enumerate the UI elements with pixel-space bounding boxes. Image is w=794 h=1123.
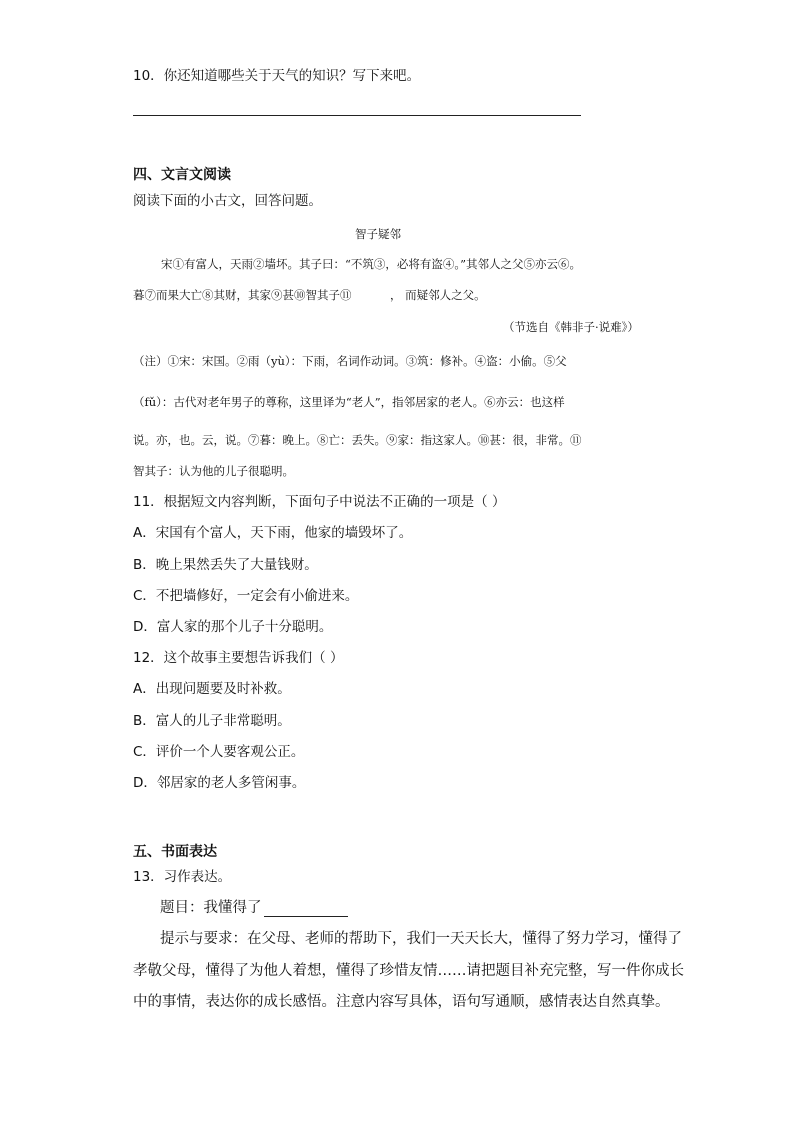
passage-title: 智子疑邻 <box>355 227 401 241</box>
prompt-line-1: 提示与要求：在父母、老师的帮助下，我们一天天长大，懂得了努力学习，懂得了 <box>160 931 682 947</box>
q11-option-a[interactable]: A．宋国有个富人，天下雨，他家的墙毁坏了。 <box>133 525 413 541</box>
prompt-line-3: 中的事情，表达你的成长感悟。注意内容写具体，语句写通顺，感情表达自然真挚。 <box>133 994 670 1010</box>
passage-line-2b: ， 而疑邻人之父。 <box>390 288 486 302</box>
q12-option-b[interactable]: B．富人的儿子非常聪明。 <box>133 713 291 729</box>
note-line-4: 智其子：认为他的儿子很聪明。 <box>133 464 294 478</box>
answer-line-10[interactable] <box>133 115 581 116</box>
essay-topic-label: 题目：我懂得了 <box>160 900 262 916</box>
question-10: 10．你还知道哪些关于天气的知识？写下来吧。 <box>133 68 421 84</box>
section-4-intro: 阅读下面的小古文，回答问题。 <box>133 193 322 209</box>
q11-option-b[interactable]: B．晚上果然丢失了大量钱财。 <box>133 557 318 573</box>
note-line-3: 说。亦，也。云，说。⑦暮：晚上。⑧亡：丢失。⑨家：指这家人。⑩甚：很，非常。⑪ <box>133 433 582 447</box>
passage-line-1: 宋①有富人，天雨②墙坏。其子曰：“不筑③，必将有盗④。”其邻人之父⑤亦云⑥。 <box>161 257 582 271</box>
passage-source: （节选自《韩非子·说难》） <box>503 320 639 334</box>
passage-line-2a: 暮⑦而果大亡⑧其财，其家⑨甚⑩智其子⑪ <box>133 288 352 302</box>
q12-option-c[interactable]: C．评价一个人要客观公正。 <box>133 744 305 760</box>
prompt-line-2: 孝敬父母，懂得了为他人着想，懂得了珍惜友情……请把题目补充完整，写一件你成长 <box>133 963 684 979</box>
note-line-2: （fǔ）：古代对老年男子的尊称，这里译为“老人”，指邻居家的老人。⑥亦云：也这样 <box>133 395 565 409</box>
essay-topic <box>160 899 348 917</box>
q11-option-d[interactable]: D．富人家的那个儿子十分聪明。 <box>133 619 333 635</box>
topic-blank[interactable] <box>264 902 348 917</box>
q12-option-a[interactable]: A．出现问题要及时补救。 <box>133 681 291 697</box>
q11-option-c[interactable]: C．不把墙修好，一定会有小偷进来。 <box>133 588 359 604</box>
section-4-heading: 四、文言文阅读 <box>133 167 231 183</box>
question-11-stem: 11．根据短文内容判断，下面句子中说法不正确的一项是（ ） <box>133 494 506 510</box>
question-13: 13．习作表达。 <box>133 869 232 885</box>
section-5-heading: 五、书面表达 <box>133 844 217 860</box>
note-line-1: （注）①宋：宋国。②雨（yù）：下雨，名词作动词。③筑：修补。④盗：小偷。⑤父 <box>133 354 567 368</box>
q12-option-d[interactable]: D．邻居家的老人多管闲事。 <box>133 775 306 791</box>
question-12-stem: 12．这个故事主要想告诉我们（ ） <box>133 650 344 666</box>
